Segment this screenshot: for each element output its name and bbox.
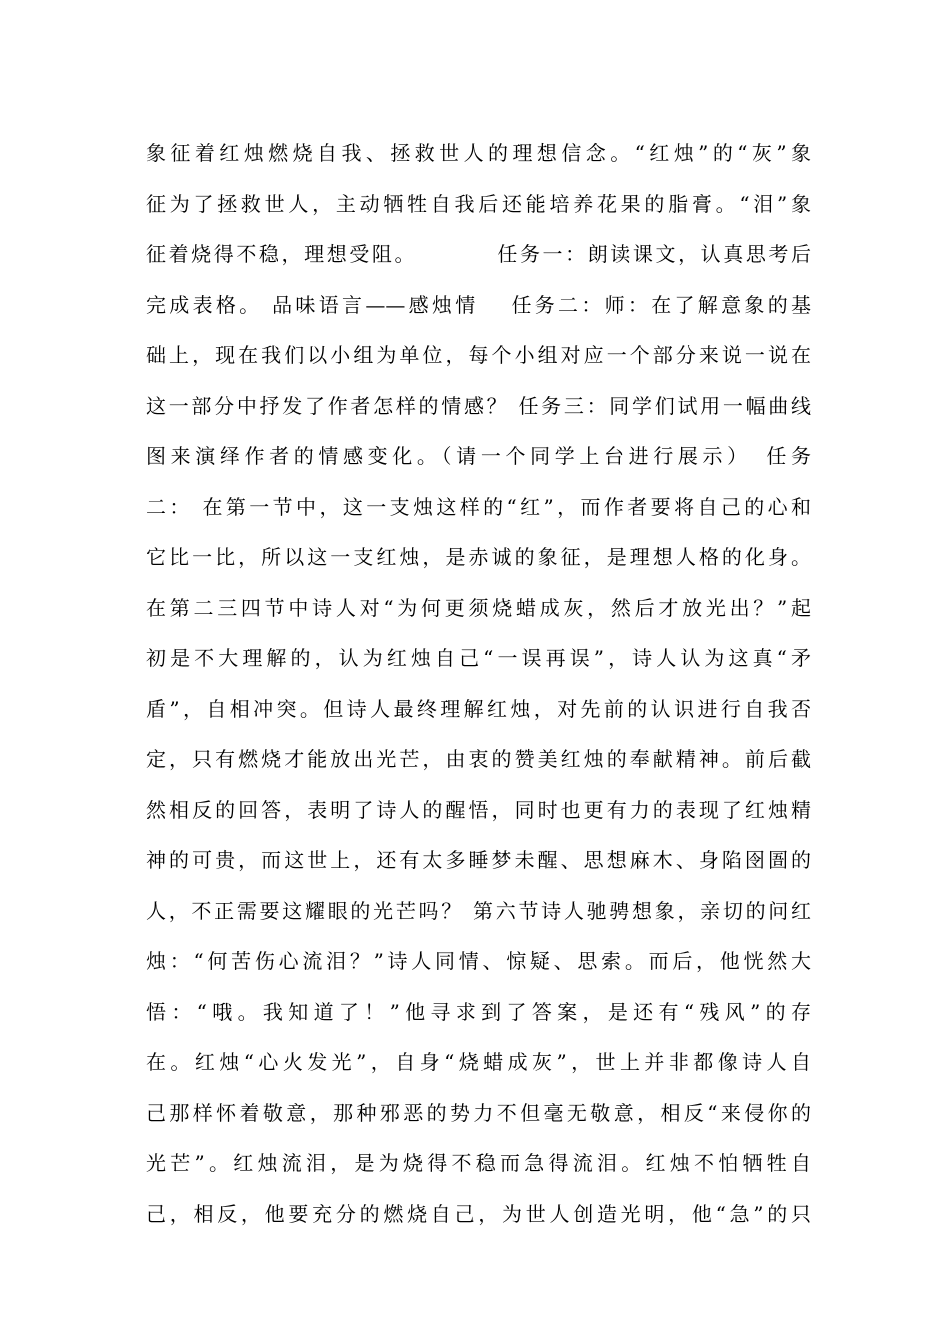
text-line: 完成表格。 品味语言——感烛情 任务二：师：在了解意象的基	[146, 292, 811, 317]
text-line: 这一部分中抒发了作者怎样的情感？ 任务三：同学们试用一幅曲线	[146, 393, 811, 418]
text-line: 人，不正需要这耀眼的光芒吗？ 第六节诗人驰骋想象，亲切的问红	[146, 898, 811, 923]
text-line: 初是不大理解的，认为红烛自己“一误再误”，诗人认为这真“矛	[146, 646, 811, 670]
body-text	[146, 128, 811, 1239]
text-line: 在。红烛“心火发光”，自身“烧蜡成灰”，世上并非都像诗人自	[146, 1050, 811, 1074]
text-line: 盾”，自相冲突。但诗人最终理解红烛，对先前的认识进行自我否	[146, 696, 811, 721]
text-line: 二： 在第一节中，这一支烛这样的“红”，而作者要将自己的心和	[146, 494, 811, 519]
text-line: 神的可贵，而这世上，还有太多睡梦未醒、思想麻木、身陷囹圄的	[146, 848, 811, 872]
text-line: 图来演绎作者的情感变化。（请一个同学上台进行展示） 任务	[146, 444, 811, 468]
text-line: 础上，现在我们以小组为单位，每个小组对应一个部分来说一说在	[146, 343, 811, 367]
text-line: 悟：“哦。我知道了！”他寻求到了答案，是还有“残风”的存	[146, 999, 811, 1024]
text-line: 征着烧得不稳，理想受阻。 任务一：朗读课文，认真思考后	[146, 242, 811, 266]
text-line: 象征着红烛燃烧自我、拯救世人的理想信念。“红烛”的“灰”象	[146, 141, 811, 165]
text-line: 光芒”。红烛流泪，是为烧得不稳而急得流泪。红烛不怕牺牲自	[146, 1151, 811, 1175]
text-line: 然相反的回答，表明了诗人的醒悟，同时也更有力的表现了红烛精	[146, 797, 811, 822]
text-line: 己，相反，他要充分的燃烧自己，为世人创造光明，他“急”的只	[146, 1201, 811, 1226]
text-line: 烛：“何苦伤心流泪？”诗人同情、惊疑、思索。而后，他恍然大	[146, 949, 811, 973]
text-line: 它比一比，所以这一支红烛，是赤诚的象征，是理想人格的化身。	[146, 545, 811, 569]
text-line: 己那样怀着敬意，那种邪恶的势力不但毫无敬意，相反“来侵你的	[146, 1100, 811, 1125]
text-line: 在第二三四节中诗人对“为何更须烧蜡成灰，然后才放光出？”起	[146, 595, 811, 620]
text-line: 征为了拯救世人，主动牺牲自我后还能培养花果的脂膏。“泪”象	[146, 191, 811, 216]
text-line: 定，只有燃烧才能放出光芒，由衷的赞美红烛的奉献精神。前后截	[146, 747, 811, 771]
